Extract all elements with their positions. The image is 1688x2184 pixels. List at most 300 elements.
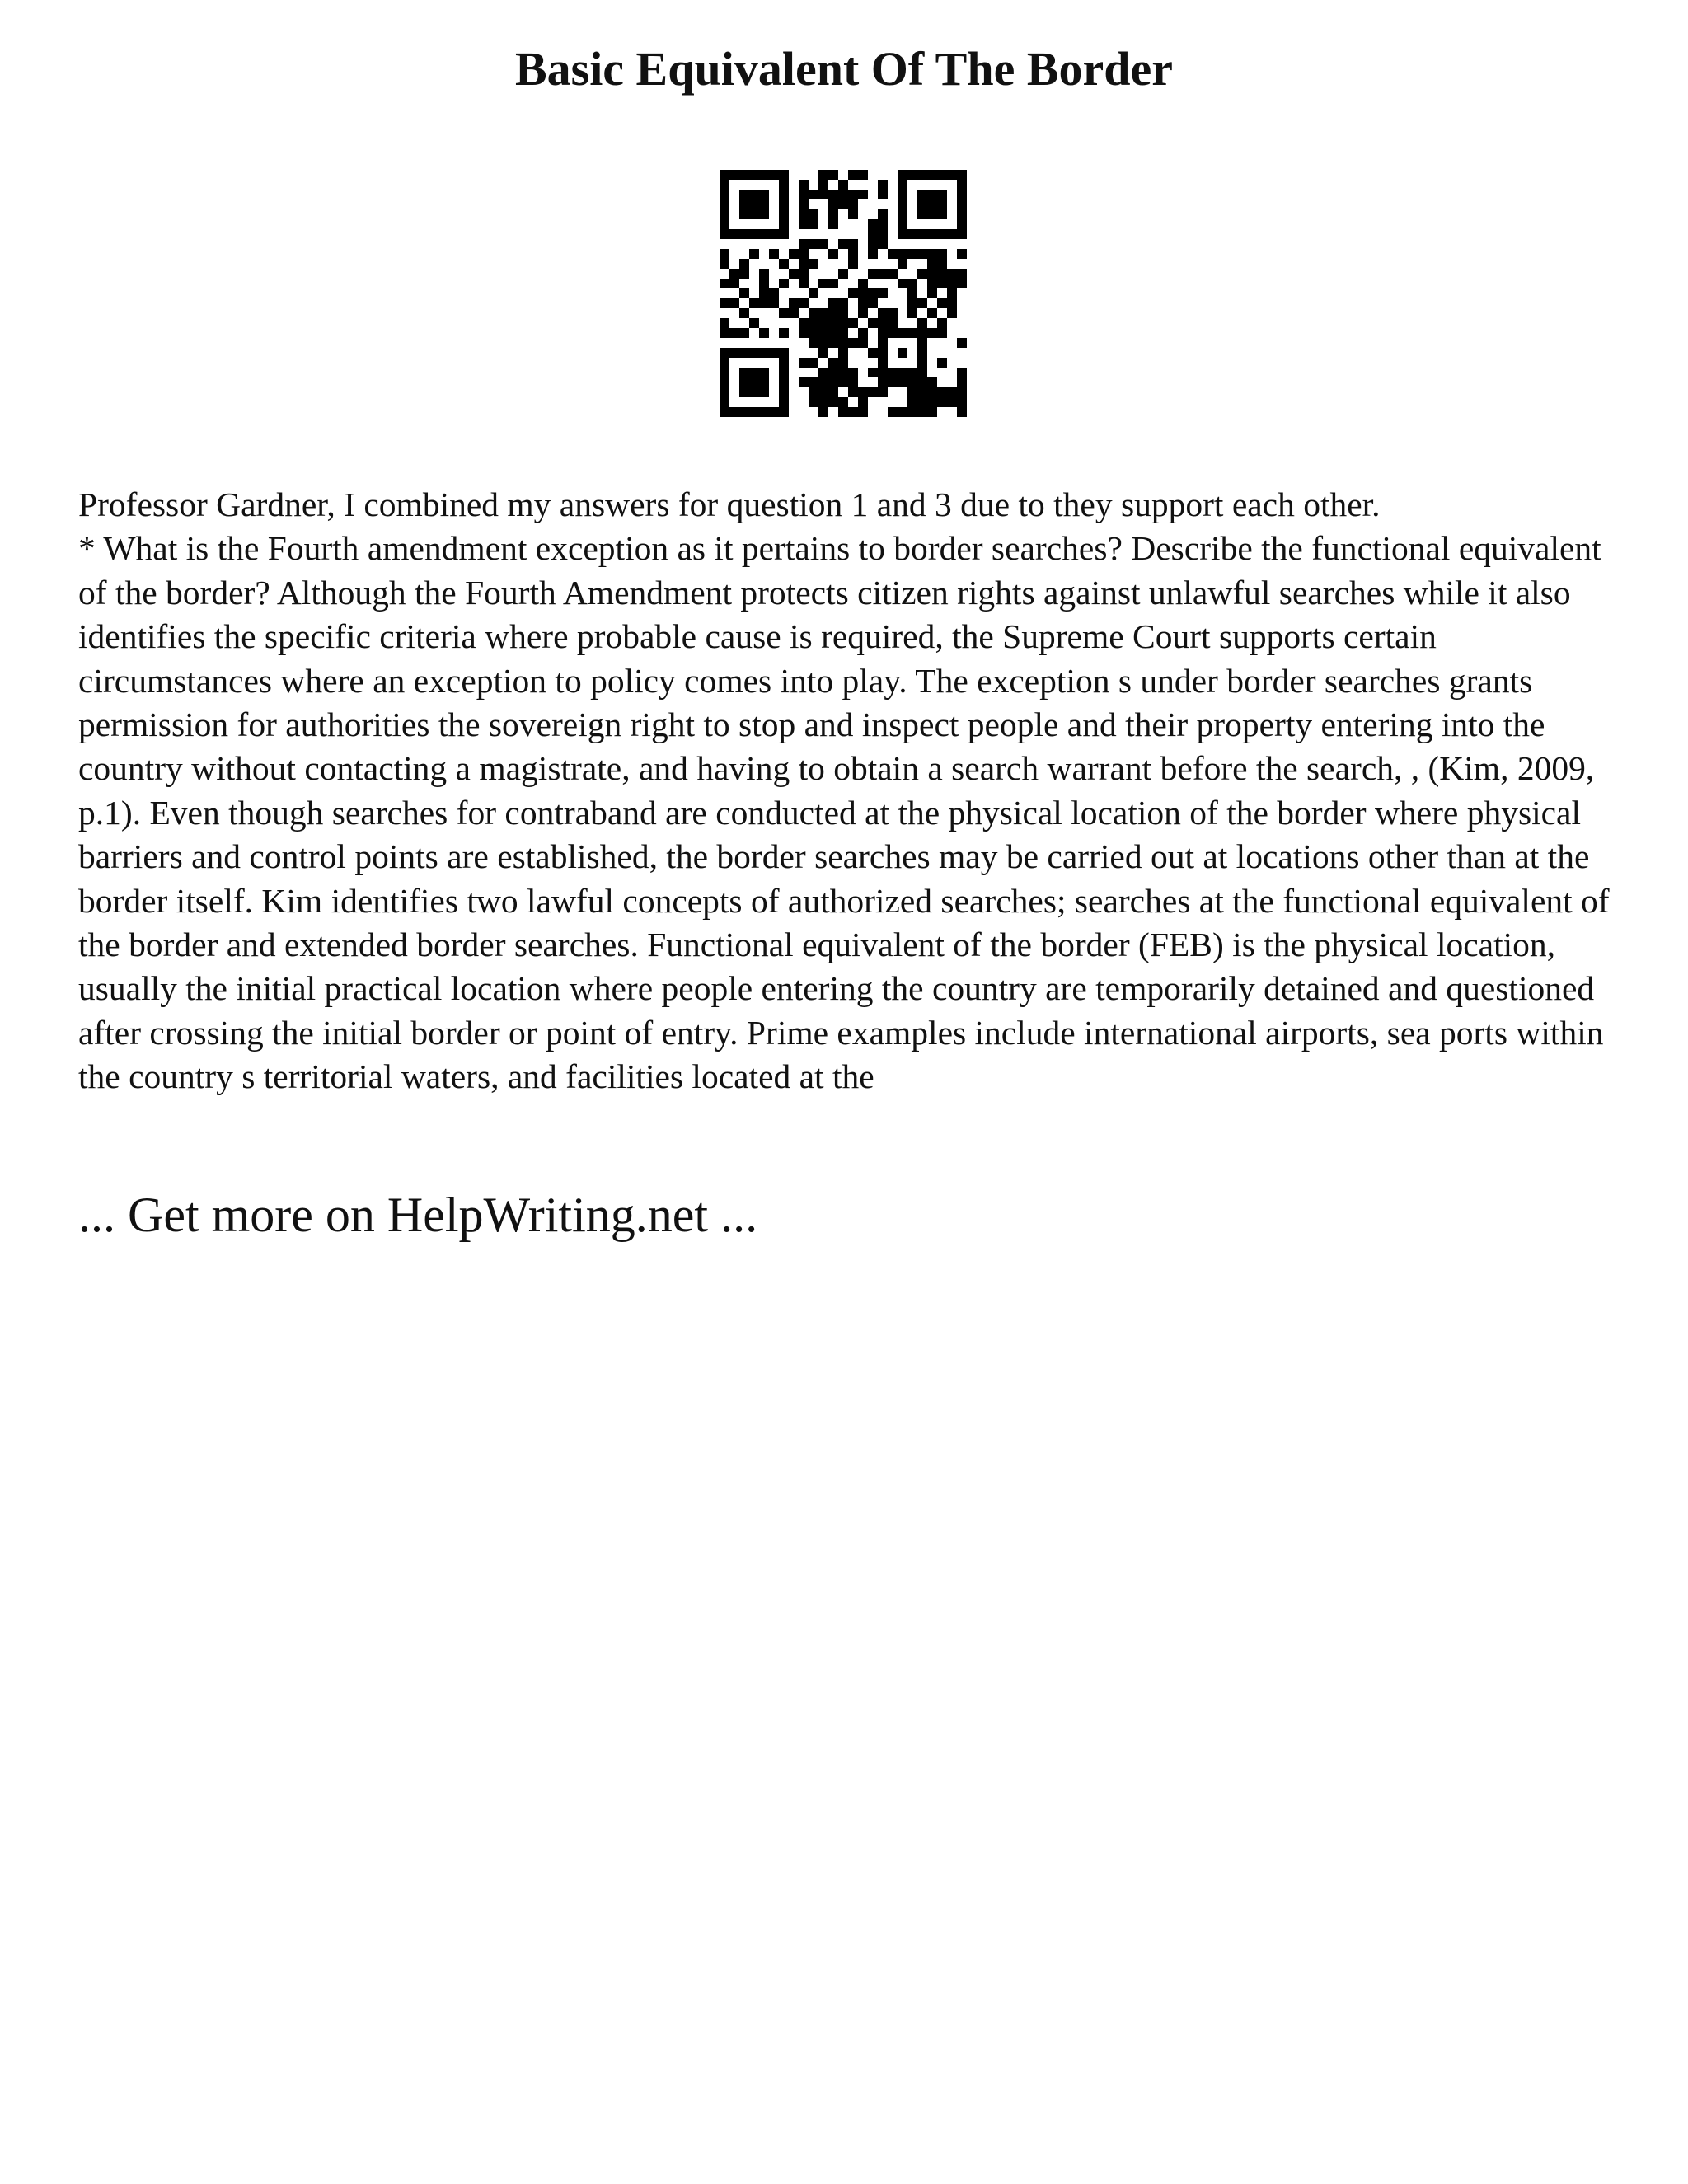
- qr-module: [848, 190, 858, 199]
- qr-module: [937, 279, 947, 288]
- qr-module: [720, 199, 729, 209]
- qr-module: [818, 407, 828, 417]
- qr-module: [759, 368, 769, 377]
- qr-module: [739, 190, 749, 199]
- qr-module: [957, 180, 967, 190]
- qr-module: [868, 368, 878, 377]
- qr-module: [917, 249, 927, 259]
- qr-module: [947, 387, 957, 397]
- qr-module: [957, 269, 967, 279]
- qr-module: [749, 377, 759, 387]
- qr-module: [769, 407, 779, 417]
- qr-module: [720, 377, 729, 387]
- qr-module: [799, 377, 809, 387]
- qr-module: [937, 249, 947, 259]
- qr-module: [759, 328, 769, 338]
- qr-module: [868, 318, 878, 328]
- qr-module: [898, 199, 907, 209]
- qr-module: [799, 259, 809, 269]
- qr-module: [818, 338, 828, 348]
- qr-module: [818, 308, 828, 318]
- qr-module: [878, 190, 888, 199]
- qr-module: [898, 279, 907, 288]
- qr-module: [779, 199, 789, 209]
- qr-module: [809, 358, 818, 368]
- qr-module: [789, 308, 799, 318]
- document-body: [78, 483, 1628, 1099]
- qr-module: [838, 368, 848, 377]
- qr-module: [868, 249, 878, 259]
- qr-module: [898, 259, 907, 269]
- qr-module: [818, 328, 828, 338]
- qr-module: [878, 387, 888, 397]
- qr-module: [898, 180, 907, 190]
- qr-module: [838, 358, 848, 368]
- qr-module: [917, 269, 927, 279]
- qr-module: [809, 387, 818, 397]
- qr-module: [838, 180, 848, 190]
- qr-module: [907, 170, 917, 180]
- qr-code-graphic: [720, 170, 967, 417]
- qr-module: [828, 387, 838, 397]
- qr-module: [917, 328, 927, 338]
- qr-module: [917, 397, 927, 407]
- qr-module: [838, 199, 848, 209]
- qr-module: [749, 190, 759, 199]
- qr-module: [957, 377, 967, 387]
- qr-module: [858, 170, 868, 180]
- qr-module: [947, 298, 957, 308]
- qr-module: [898, 407, 907, 417]
- qr-module: [749, 387, 759, 397]
- qr-module: [888, 249, 898, 259]
- qr-module: [878, 358, 888, 368]
- qr-module: [937, 328, 947, 338]
- qr-module: [729, 170, 739, 180]
- qr-module: [749, 209, 759, 219]
- qr-module: [818, 397, 828, 407]
- qr-module: [828, 377, 838, 387]
- qr-module: [779, 190, 789, 199]
- qr-module: [957, 219, 967, 229]
- qr-module: [947, 269, 957, 279]
- qr-module: [888, 407, 898, 417]
- qr-module: [898, 170, 907, 180]
- qr-module: [828, 249, 838, 259]
- qr-module: [957, 249, 967, 259]
- qr-module: [907, 328, 917, 338]
- qr-module: [878, 338, 888, 348]
- qr-module: [957, 170, 967, 180]
- qr-module: [878, 328, 888, 338]
- qr-module: [720, 328, 729, 338]
- qr-module: [759, 288, 769, 298]
- qr-module: [749, 170, 759, 180]
- qr-module: [838, 269, 848, 279]
- intro-paragraph: Professor Gardner, I combined my answers for question 1 and 3 due to they support each other.: [78, 485, 1381, 523]
- qr-module: [759, 269, 769, 279]
- qr-module: [809, 219, 818, 229]
- qr-module: [917, 377, 927, 387]
- qr-module: [759, 209, 769, 219]
- qr-module: [907, 387, 917, 397]
- qr-module: [779, 170, 789, 180]
- qr-module: [937, 170, 947, 180]
- qr-module: [858, 338, 868, 348]
- qr-module: [729, 348, 739, 358]
- qr-module: [927, 328, 937, 338]
- qr-module: [818, 318, 828, 328]
- qr-module: [759, 377, 769, 387]
- qr-module: [720, 229, 729, 239]
- qr-module: [799, 180, 809, 190]
- qr-module: [779, 259, 789, 269]
- qr-module: [878, 180, 888, 190]
- qr-module: [927, 387, 937, 397]
- qr-module: [838, 298, 848, 308]
- qr-module: [848, 249, 858, 259]
- qr-module: [898, 377, 907, 387]
- qr-module: [749, 229, 759, 239]
- qr-module: [779, 308, 789, 318]
- qr-module: [759, 190, 769, 199]
- qr-module: [739, 387, 749, 397]
- qr-module: [898, 229, 907, 239]
- qr-module: [858, 308, 868, 318]
- qr-module: [848, 259, 858, 269]
- qr-module: [779, 407, 789, 417]
- qr-module: [828, 328, 838, 338]
- qr-module: [838, 397, 848, 407]
- qr-module: [720, 180, 729, 190]
- qr-module: [739, 407, 749, 417]
- qr-module: [720, 279, 729, 288]
- qr-module: [888, 368, 898, 377]
- qr-module: [868, 239, 878, 249]
- qr-module: [769, 348, 779, 358]
- qr-module: [828, 338, 838, 348]
- qr-module: [759, 298, 769, 308]
- qr-module: [739, 209, 749, 219]
- qr-module: [838, 190, 848, 199]
- qr-module: [739, 368, 749, 377]
- qr-module: [739, 328, 749, 338]
- qr-module: [957, 338, 967, 348]
- qr-module: [729, 269, 739, 279]
- qr-module: [957, 229, 967, 239]
- qr-module: [779, 348, 789, 358]
- qr-module: [799, 328, 809, 338]
- qr-module: [907, 407, 917, 417]
- qr-module: [898, 209, 907, 219]
- qr-module: [878, 209, 888, 219]
- qr-module: [769, 249, 779, 259]
- qr-module: [917, 348, 927, 358]
- qr-module: [937, 387, 947, 397]
- qr-module: [809, 338, 818, 348]
- qr-module: [878, 269, 888, 279]
- qr-module: [868, 298, 878, 308]
- qr-module: [917, 338, 927, 348]
- qr-module: [759, 387, 769, 397]
- qr-module: [838, 338, 848, 348]
- qr-module: [828, 170, 838, 180]
- qr-module: [779, 358, 789, 368]
- qr-module: [848, 338, 858, 348]
- qr-module: [947, 288, 957, 298]
- qr-module: [749, 407, 759, 417]
- qr-module: [789, 249, 799, 259]
- qr-module: [848, 407, 858, 417]
- qr-module: [828, 219, 838, 229]
- qr-module: [779, 387, 789, 397]
- qr-module: [809, 328, 818, 338]
- qr-module: [809, 239, 818, 249]
- qr-module: [720, 249, 729, 259]
- qr-module: [858, 279, 868, 288]
- qr-module: [720, 358, 729, 368]
- qr-module: [907, 397, 917, 407]
- qr-module: [818, 279, 828, 288]
- qr-module: [868, 348, 878, 358]
- qr-module: [759, 348, 769, 358]
- qr-module: [809, 209, 818, 219]
- qr-module: [779, 328, 789, 338]
- qr-module: [720, 190, 729, 199]
- qr-module: [818, 368, 828, 377]
- qr-module: [828, 190, 838, 199]
- qr-module: [937, 298, 947, 308]
- qr-module: [917, 209, 927, 219]
- qr-module: [720, 387, 729, 397]
- qr-module: [769, 298, 779, 308]
- qr-module: [739, 199, 749, 209]
- qr-module: [720, 298, 729, 308]
- qr-module: [720, 259, 729, 269]
- qr-module: [799, 209, 809, 219]
- qr-module: [749, 368, 759, 377]
- qr-module: [868, 229, 878, 239]
- qr-module: [858, 328, 868, 338]
- qr-module: [828, 298, 838, 308]
- qr-module: [759, 407, 769, 417]
- qr-module: [720, 170, 729, 180]
- qr-module: [828, 199, 838, 209]
- qr-module: [809, 308, 818, 318]
- qr-module: [898, 249, 907, 259]
- qr-module: [809, 318, 818, 328]
- qr-module: [957, 368, 967, 377]
- qr-module: [917, 407, 927, 417]
- qr-module: [898, 190, 907, 199]
- qr-module: [858, 190, 868, 199]
- qr-module: [878, 318, 888, 328]
- qr-module: [888, 318, 898, 328]
- qr-module: [749, 199, 759, 209]
- qr-module: [927, 259, 937, 269]
- qr-module: [858, 407, 868, 417]
- qr-module: [898, 348, 907, 358]
- qr-module: [828, 318, 838, 328]
- qr-module: [848, 377, 858, 387]
- qr-module: [838, 348, 848, 358]
- qr-module: [838, 407, 848, 417]
- qr-module: [799, 190, 809, 199]
- qr-module: [739, 269, 749, 279]
- qr-module: [759, 199, 769, 209]
- qr-module: [749, 348, 759, 358]
- get-more-link[interactable]: ... Get more on HelpWriting.net ...: [78, 1188, 758, 1242]
- qr-module: [927, 209, 937, 219]
- qr-module: [878, 229, 888, 239]
- qr-module: [937, 229, 947, 239]
- qr-module: [729, 298, 739, 308]
- qr-module: [937, 209, 947, 219]
- qr-module: [878, 288, 888, 298]
- qr-module: [729, 407, 739, 417]
- qr-module: [828, 368, 838, 377]
- qr-module: [957, 397, 967, 407]
- qr-module: [779, 219, 789, 229]
- qr-module: [779, 397, 789, 407]
- qr-module: [848, 288, 858, 298]
- qr-module: [739, 229, 749, 239]
- qr-module: [838, 308, 848, 318]
- qr-module: [927, 249, 937, 259]
- qr-module: [759, 279, 769, 288]
- qr-module: [739, 308, 749, 318]
- qr-code-icon: [720, 170, 967, 417]
- qr-module: [878, 377, 888, 387]
- qr-module: [729, 328, 739, 338]
- qr-module: [888, 328, 898, 338]
- qr-module: [898, 368, 907, 377]
- qr-module: [917, 170, 927, 180]
- qr-module: [868, 288, 878, 298]
- qr-module: [937, 259, 947, 269]
- qr-module: [828, 308, 838, 318]
- qr-module: [809, 397, 818, 407]
- qr-module: [838, 239, 848, 249]
- qr-module: [947, 308, 957, 318]
- qr-module: [739, 348, 749, 358]
- qr-module: [927, 190, 937, 199]
- qr-module: [769, 170, 779, 180]
- qr-module: [937, 397, 947, 407]
- qr-module: [927, 229, 937, 239]
- qr-module: [858, 288, 868, 298]
- qr-module: [720, 209, 729, 219]
- qr-module: [818, 190, 828, 199]
- qr-module: [739, 259, 749, 269]
- qr-module: [818, 170, 828, 180]
- qr-module: [739, 288, 749, 298]
- qr-module: [809, 288, 818, 298]
- qr-module: [927, 170, 937, 180]
- qr-module: [878, 308, 888, 318]
- qr-module: [927, 397, 937, 407]
- qr-module: [799, 249, 809, 259]
- qr-module: [720, 368, 729, 377]
- qr-module: [917, 190, 927, 199]
- qr-module: [729, 279, 739, 288]
- qr-module: [907, 249, 917, 259]
- qr-module: [868, 219, 878, 229]
- qr-module: [799, 199, 809, 209]
- qr-module: [937, 318, 947, 328]
- qr-module: [927, 279, 937, 288]
- qr-module: [759, 170, 769, 180]
- qr-module: [898, 219, 907, 229]
- qr-module: [799, 298, 809, 308]
- qr-module: [799, 219, 809, 229]
- qr-module: [907, 298, 917, 308]
- qr-module: [818, 239, 828, 249]
- qr-module: [957, 279, 967, 288]
- qr-module: [729, 229, 739, 239]
- qr-module: [720, 348, 729, 358]
- qr-module: [927, 288, 937, 298]
- qr-module: [799, 279, 809, 288]
- qr-module: [927, 199, 937, 209]
- qr-module: [888, 269, 898, 279]
- qr-module: [957, 199, 967, 209]
- qr-module: [927, 377, 937, 387]
- qr-module: [957, 190, 967, 199]
- qr-module: [907, 377, 917, 387]
- qr-module: [749, 318, 759, 328]
- qr-module: [907, 229, 917, 239]
- qr-module: [917, 229, 927, 239]
- qr-module: [779, 377, 789, 387]
- qr-module: [917, 199, 927, 209]
- qr-module: [799, 358, 809, 368]
- qr-module: [769, 229, 779, 239]
- qr-module: [818, 348, 828, 358]
- page-title: Basic Equivalent Of The Border: [514, 42, 1174, 96]
- qr-module: [848, 209, 858, 219]
- qr-module: [779, 279, 789, 288]
- qr-module: [739, 377, 749, 387]
- qr-module: [749, 298, 759, 308]
- qr-module: [828, 279, 838, 288]
- qr-module: [848, 199, 858, 209]
- qr-module: [779, 180, 789, 190]
- qr-module: [947, 279, 957, 288]
- qr-module: [927, 308, 937, 318]
- qr-module: [858, 298, 868, 308]
- qr-module: [799, 239, 809, 249]
- qr-module: [917, 318, 927, 328]
- qr-module: [809, 377, 818, 387]
- qr-module: [779, 368, 789, 377]
- qr-module: [937, 269, 947, 279]
- qr-module: [789, 298, 799, 308]
- qr-module: [907, 288, 917, 298]
- qr-module: [720, 397, 729, 407]
- qr-module: [779, 209, 789, 219]
- qr-module: [927, 407, 937, 417]
- body-paragraph: * What is the Fourth amendment exception as it pertains to border searches? Describe the functional equivalent of the border? Although the Fourth Amendment protects citizen rights against unlawful searches while it also identifies the specific criteria where probable cause is required, the Supreme Court supports certain circumstances where an exception to policy comes into play. The exception s under border searches grants permission for authorities the sovereign right to stop and inspect people and their property entering into the country without contacting a magistrate, and having to obtain a search warrant before the search, , (Kim, 2009, p.1). Even though searches for contraband are conducted at the physical location of the border where physical barriers and control points are established, the border searches may be carried out at locations other than at the border itself. Kim identifies two lawful concepts of authorized searches; searches at the functional equivalent of the border and extended border searches. Functional equivalent of the border (FEB) is the physical location, usually the initial practical location where people entering the country are temporarily detained and questioned after crossing the initial border or point of entry. Prime examples include international airports, sea ports within the country s territorial waters, and facilities located at the: [78, 529, 1610, 1096]
- qr-module: [818, 387, 828, 397]
- qr-module: [828, 397, 838, 407]
- qr-module: [769, 288, 779, 298]
- qr-module: [927, 269, 937, 279]
- qr-module: [779, 229, 789, 239]
- qr-module: [848, 239, 858, 249]
- qr-module: [848, 318, 858, 328]
- qr-module: [809, 259, 818, 269]
